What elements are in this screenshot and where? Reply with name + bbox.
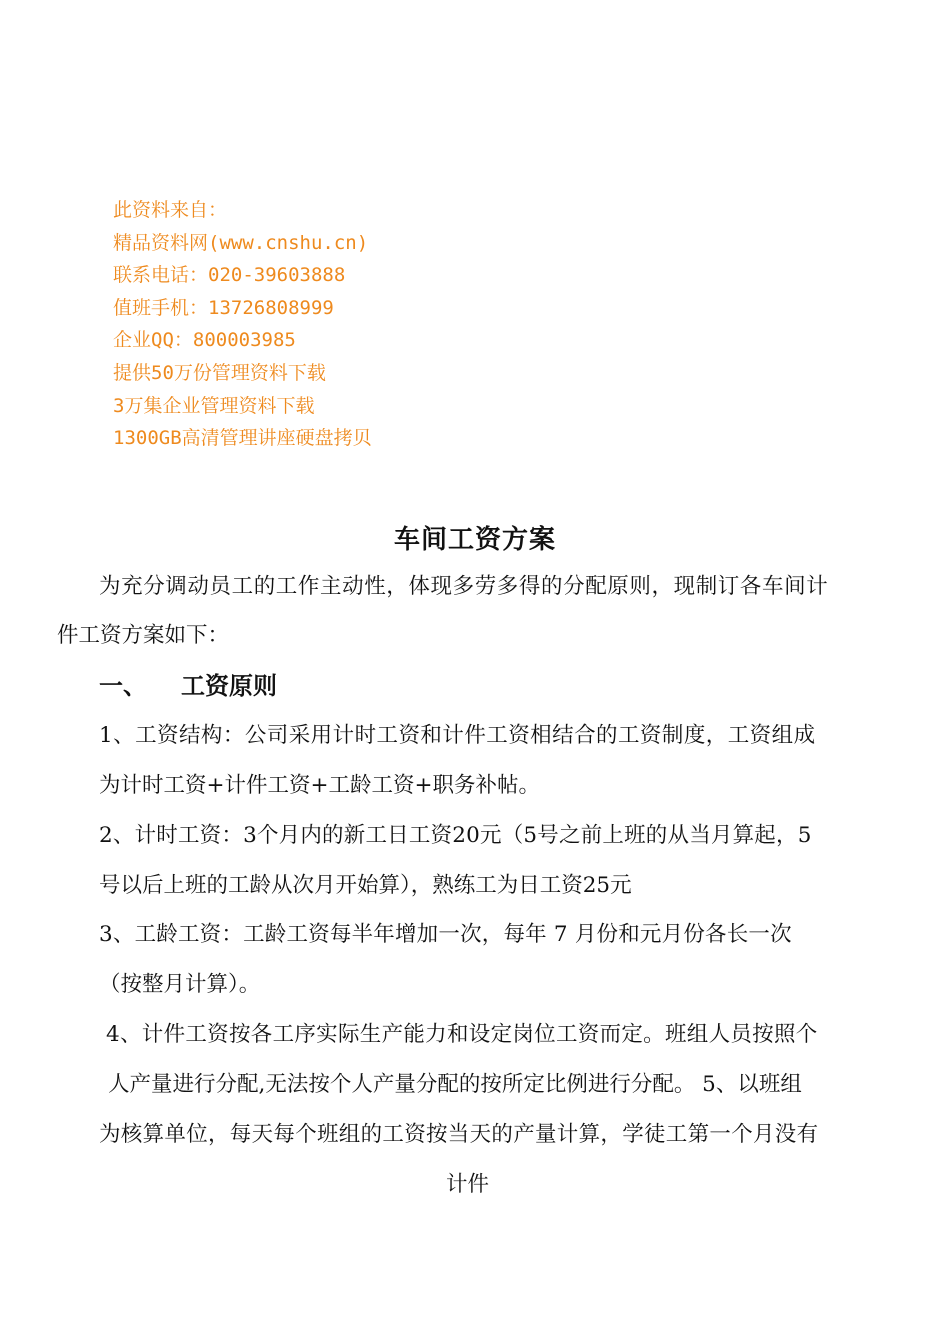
- paragraph-line-9: 为核算单位，每天每个班组的工资按当天的产量计算，学徒工第一个月没有: [99, 1122, 819, 1147]
- paragraph-line-2: 为计时工资+计件工资+工龄工资+职务补帖。: [99, 773, 541, 798]
- document-title: 车间工资方案: [393, 525, 556, 555]
- intro-line-1: 为充分调动员工的工作主动性，体现多劳多得的分配原则，现制订各车间计: [99, 574, 829, 599]
- paragraph-line-1: 1、工资结构：公司采用计时工资和计件工资相结合的工资制度，工资组成: [99, 723, 816, 748]
- paragraph-line-3: 2、计时工资：3个月内的新工日工资20元（5号之前上班的从当月算起，5: [99, 823, 812, 848]
- ad-line-offer-1: 提供50万份管理资料下载: [113, 361, 326, 384]
- section-title: 工资原则: [181, 671, 277, 700]
- paragraph-line-4: 号以后上班的工龄从次月开始算），熟练工为日工资25元: [99, 873, 632, 898]
- paragraph-line-6: （按整月计算）。: [99, 972, 261, 997]
- ad-line-qq: 企业QQ：800003985: [113, 329, 296, 352]
- ad-line-website: 精品资料网(www.cnshu.cn): [113, 231, 369, 254]
- section-heading: [99, 671, 277, 701]
- paragraph-line-7: 4、计件工资按各工序实际生产能力和设定岗位工资而定。班组人员按照个: [106, 1022, 818, 1047]
- paragraph-line-8: 人产量进行分配,无法按个人产量分配的按所定比例进行分配。 5、以班组: [108, 1072, 802, 1097]
- intro-line-2: 件工资方案如下：: [57, 623, 230, 648]
- source-ad-block: [113, 194, 533, 455]
- ad-line-phone: 联系电话：020-39603888: [113, 264, 346, 287]
- section-number: 一、: [99, 671, 147, 700]
- ad-line-mobile: 值班手机：13726808999: [113, 296, 334, 319]
- ad-line-offer-2: 3万集企业管理资料下载: [113, 394, 315, 417]
- paragraph-line-5: 3、工龄工资：工龄工资每半年增加一次，每年 7 月份和元月份各长一次: [99, 922, 792, 947]
- paragraph-last-line: 计件: [445, 1172, 489, 1197]
- ad-line-source: 此资料来自：: [113, 199, 228, 221]
- ad-line-offer-3: 1300GB高清管理讲座硬盘拷贝: [113, 427, 372, 450]
